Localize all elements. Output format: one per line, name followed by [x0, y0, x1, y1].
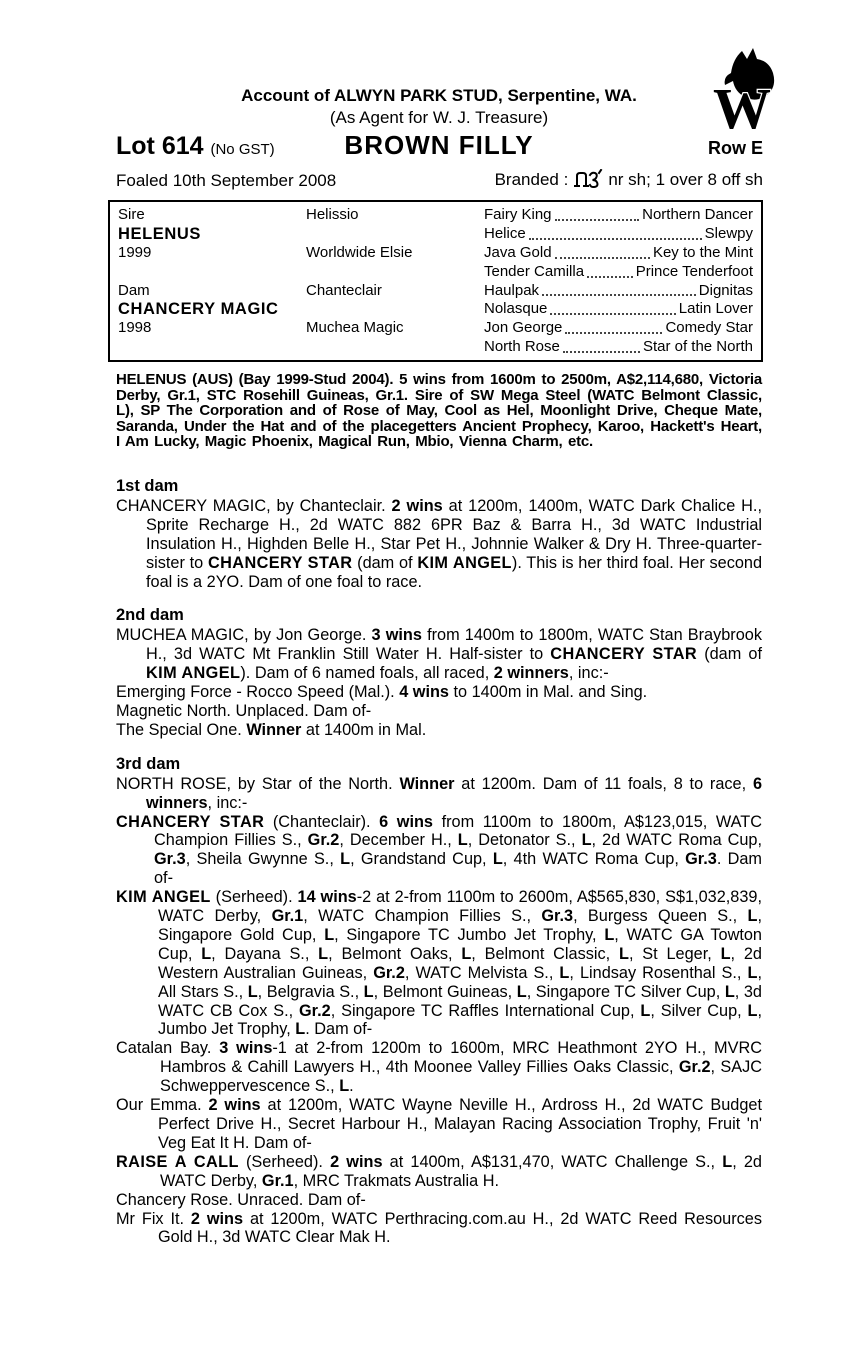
bold-run: L	[722, 1152, 733, 1171]
text-run: Catalan Bay.	[116, 1039, 220, 1058]
bold-run: 2 wins	[330, 1152, 383, 1171]
text-run: , Belmont Guineas,	[373, 982, 517, 1001]
text-run: , Lindsay Rosenthal S.,	[569, 963, 748, 982]
bold-run: L	[618, 944, 629, 963]
ancestor-name: Tender Camilla	[484, 262, 585, 280]
text-run: , Detonator S.,	[467, 831, 582, 850]
pedigree-paragraph	[116, 721, 762, 740]
text-run: .	[349, 1077, 354, 1096]
text-run: at 1200m, WATC Wayne Neville H., Ardross H., 2d WATC Budget Perfect Drive H., Secret Harbour H., Malayan Racing Association Trophy, Fruit 'n' Veg Eat It H. Dam of-	[158, 1096, 762, 1152]
pedigree-paragraph	[116, 1039, 762, 1096]
text-run: , WATC Champion Fillies S.,	[303, 907, 542, 926]
bold-run: Gr.1	[271, 907, 304, 926]
ancestor-sire-name: Dignitas	[698, 281, 753, 299]
pedigree-paragraph	[116, 888, 762, 1039]
pedigree-paragraph	[116, 1210, 762, 1248]
pedigree-parent-name: Helissio	[306, 206, 359, 223]
bold-run: L	[747, 963, 758, 982]
bold-run: L	[559, 963, 570, 982]
text-run: (Serheed).	[238, 1152, 331, 1171]
lot-label: Lot 614	[116, 132, 204, 160]
text-run: , 2d Western Australian Guineas,	[158, 944, 762, 982]
leader-dots	[555, 219, 640, 221]
text-run: , Silver Cup,	[650, 1001, 748, 1020]
sire-race-record-note	[116, 372, 762, 450]
bold-run: L	[457, 831, 468, 850]
bold-run: 2 wins	[391, 496, 443, 515]
pedigree-paragraph	[116, 1153, 762, 1191]
text-run: (dam of	[352, 553, 418, 572]
leader-dots	[529, 238, 702, 240]
bold-run: CHANCERY STAR	[550, 645, 698, 664]
text-run: , 3d WATC CB Cox S.,	[158, 982, 762, 1020]
leader-dots	[565, 332, 662, 334]
bold-run: L	[340, 850, 351, 869]
text-run: ). This is her third foal. Her second foal is a 2YO. Dam of one foal to race.	[146, 553, 763, 591]
bold-run: KIM ANGEL	[146, 664, 241, 683]
bold-run: Gr.3	[685, 850, 717, 869]
leader-dots	[542, 294, 696, 296]
text-run: , All Stars S.,	[158, 963, 762, 1001]
pedigree-table	[108, 200, 763, 362]
text-run: MUCHEA MAGIC, by Jon George.	[116, 626, 372, 645]
ancestor-sire-name: Slewpy	[704, 224, 753, 242]
bold-run: RAISE A CALL	[116, 1152, 239, 1171]
bold-run: L	[516, 982, 527, 1001]
text-run: , WATC GA Towton Cup,	[158, 925, 762, 963]
text-run: , Belmont Classic,	[471, 944, 619, 963]
leader-dots	[587, 276, 633, 278]
bold-run: L	[363, 982, 374, 1001]
pedigree-ancestor-line	[484, 206, 753, 225]
text-run: Mr Fix It.	[116, 1209, 191, 1228]
bold-run: L	[201, 944, 212, 963]
branded-label: Branded :	[494, 169, 569, 189]
dam-section	[116, 606, 762, 739]
pedigree-horse-name: HELENUS	[118, 224, 202, 243]
pedigree-ancestor-line	[484, 338, 753, 357]
pedigree-paragraph	[116, 497, 762, 592]
ancestor-sire-name: Comedy Star	[665, 319, 753, 337]
ancestor-name: Nolasque	[484, 300, 548, 318]
text-run: . Dam of-	[305, 1020, 373, 1039]
dam-section-heading: 1st dam	[116, 477, 179, 495]
text-run: The Special One.	[116, 720, 247, 739]
dam-section	[116, 755, 762, 1248]
bold-run: L	[324, 925, 335, 944]
text-run: , WATC Melvista S.,	[404, 963, 560, 982]
bold-run: L	[581, 831, 592, 850]
text-run: , Singapore Gold Cup,	[158, 907, 762, 944]
text-run: (Chanteclair).	[264, 812, 380, 831]
text-run: , inc:-	[568, 664, 609, 683]
pedigree-ancestor-line	[484, 300, 753, 319]
pedigree-paragraph	[116, 1191, 762, 1210]
gst-note: (No GST)	[210, 141, 275, 158]
bold-run: Gr.2	[678, 1058, 711, 1077]
ancestor-name: Jon George	[484, 319, 563, 337]
text-run: CHANCERY MAGIC, by Chanteclair.	[116, 496, 392, 515]
pedigree-ancestor-line	[484, 282, 753, 301]
bold-run: L	[724, 982, 735, 1001]
pedigree-ancestor-line	[484, 244, 753, 263]
bold-run: KIM ANGEL	[417, 553, 512, 572]
dam-section-heading: 3rd dam	[116, 754, 181, 773]
bold-run: 2 wins	[190, 1209, 244, 1228]
bold-run: L	[339, 1077, 350, 1096]
text-run: from 1100m to 1800m, A$123,015, WATC Champion Fillies S.,	[154, 812, 762, 850]
bold-run: L	[720, 944, 731, 963]
text-run: ). Dam of 6 named foals, all raced,	[240, 664, 494, 683]
bold-run: L	[640, 1001, 651, 1020]
bold-run: 3 wins	[219, 1039, 273, 1058]
ancestor-sire-name: Northern Dancer	[642, 206, 753, 223]
text-run: , Sheila Gwynne S.,	[185, 850, 341, 869]
text-run: , Belgravia S.,	[257, 982, 364, 1001]
pedigree-year: 1998	[118, 319, 152, 337]
text-run: , Burgess Queen S.,	[573, 907, 748, 926]
text-run: , 4th WATC Roma Cup,	[502, 850, 686, 869]
text-run: , 2d WATC Roma Cup,	[591, 831, 762, 850]
bold-run: CHANCERY STAR	[207, 553, 353, 572]
bold-run: Gr.1	[261, 1171, 294, 1190]
bold-run: 2 winners	[493, 664, 569, 683]
text-run: at 1400m, A$131,470, WATC Challenge S.,	[382, 1152, 723, 1171]
text-run: , Grandstand Cup,	[350, 850, 493, 869]
text-run: , Singapore TC Silver Cup,	[526, 982, 725, 1001]
bold-run: L	[604, 925, 615, 944]
foaled-date: Foaled 10th September 2008	[116, 171, 337, 190]
bold-run: Gr.3	[154, 850, 186, 869]
leader-dots	[563, 351, 640, 353]
bold-run: L	[747, 907, 758, 926]
pedigree-paragraph	[116, 626, 762, 683]
bold-run: L	[295, 1020, 306, 1039]
bold-run: L	[492, 850, 503, 869]
dam-section	[116, 477, 762, 591]
bold-run: Winner	[246, 720, 302, 739]
text-run: (dam of	[697, 645, 762, 664]
ancestor-name: Haulpak	[484, 281, 540, 299]
bold-run: Gr.2	[307, 831, 340, 850]
bold-run: 14 wins	[297, 888, 357, 907]
text-run: at 1400m in Mal.	[301, 720, 427, 739]
pedigree-role-label: Dam	[118, 281, 150, 299]
branded-line	[495, 169, 763, 190]
leader-dots	[550, 313, 675, 315]
text-run: Emerging Force - Rocco Speed (Mal.).	[116, 683, 400, 702]
pedigree-year: 1999	[118, 243, 152, 261]
bold-run: L	[461, 944, 472, 963]
text-run: , Singapore TC Raffles International Cup,	[330, 1001, 641, 1020]
text-run: Magnetic North. Unplaced. Dam of-	[116, 701, 372, 720]
text-run: at 1200m, WATC Perthracing.com.au H., 2d WATC Reed Resources Gold H., 3d WATC Clear Mak H.	[158, 1209, 762, 1247]
bold-run: KIM ANGEL	[116, 888, 211, 907]
pedigree-ancestor-line	[484, 319, 753, 338]
text-run: , St Leger,	[628, 944, 721, 963]
text-run: Our Emma.	[116, 1096, 209, 1115]
bold-run: 6 winners	[146, 774, 762, 812]
bold-run: L	[747, 1001, 758, 1020]
text-run: (Serheed).	[210, 888, 298, 907]
pedigree-parent-name: Muchea Magic	[306, 319, 404, 337]
leader-dots	[555, 257, 650, 259]
ancestor-name: Fairy King	[484, 206, 552, 223]
stud-brand-mark-icon	[573, 169, 603, 190]
bold-run: Gr.2	[299, 1001, 331, 1020]
text-run: NORTH ROSE, by Star of the North.	[116, 774, 400, 793]
text-run: , December H.,	[339, 831, 458, 850]
text-run: -2 at 2-from 1100m to 2600m, A$565,830, S$1,032,839, WATC Derby,	[158, 888, 762, 926]
pedigree-paragraph	[116, 683, 762, 702]
bold-run: L	[247, 982, 258, 1001]
text-run: , Singapore TC Jumbo Jet Trophy,	[334, 925, 605, 944]
text-run: , MRC Trakmats Australia H.	[293, 1171, 499, 1190]
text-run: , SAJC Schweppervescence S.,	[160, 1058, 762, 1096]
text-run: , Jumbo Jet Trophy,	[158, 1001, 763, 1039]
ancestor-name: Java Gold	[484, 243, 552, 261]
bold-run: Winner	[399, 774, 455, 793]
svg-text:W: W	[713, 76, 771, 136]
pedigree-paragraph	[116, 813, 762, 889]
dam-sections	[116, 477, 762, 1247]
ancestor-sire-name: Key to the Mint	[652, 243, 753, 261]
pedigree-parent-name: Worldwide Elsie	[306, 243, 413, 261]
text-run: , Belmont Oaks,	[328, 944, 462, 963]
ancestor-name: Helice	[484, 224, 526, 242]
text-run: from 1400m to 1800m, WATC Stan Braybrook H., 3d WATC Mt Franklin Still Water H. Half-sister to	[146, 626, 762, 664]
ancestor-sire-name: Star of the North	[642, 338, 753, 356]
bold-run: 4 wins	[399, 683, 449, 702]
bold-run: 3 wins	[371, 626, 422, 645]
bold-run: Gr.3	[541, 907, 574, 926]
dam-section-heading: 2nd dam	[116, 606, 184, 625]
text-run: at 1200m, 1400m, WATC Dark Chalice H., Sprite Recharge H., 2d WATC 882 6PR Baz & Barra H., 3d WATC Industrial Insulation H., Highden Belle H., Star Pet H., Johnnie Walker & Dry H. Three-quarter-sister to	[146, 496, 762, 572]
ancestor-name: North Rose	[484, 338, 560, 356]
branded-marks: nr sh; 1 over 8 off sh	[608, 169, 763, 189]
pedigree-paragraph	[116, 1096, 762, 1153]
bold-run: 2 wins	[208, 1096, 261, 1115]
ancestor-sire-name: Prince Tenderfoot	[635, 262, 753, 280]
pedigree-ancestor-line	[484, 225, 753, 244]
account-line: Account of ALWYN PARK STUD, Serpentine, WA.	[241, 86, 637, 105]
bold-run: 6 wins	[379, 812, 433, 831]
text-run: at 1200m. Dam of 11 foals, 8 to race,	[454, 774, 753, 793]
text-run: . Dam of-	[154, 850, 762, 888]
pedigree-horse-name: CHANCERY MAGIC	[118, 300, 279, 319]
text-run: , Dayana S.,	[211, 944, 319, 963]
text-run: -1 at 2-from 1200m to 1600m, MRC Heathmont 2YO H., MVRC Hambros & Cahill Lawyers H., 4th Moonee Valley Fillies Oaks Classic,	[160, 1039, 762, 1077]
pedigree-paragraph	[116, 702, 762, 721]
ancestor-sire-name: Latin Lover	[678, 300, 753, 318]
text-run: Chancery Rose. Unraced. Dam of-	[116, 1190, 366, 1209]
pedigree-role-label: Sire	[118, 206, 145, 223]
horse-title: BROWN FILLY	[344, 130, 534, 160]
bold-run: L	[318, 944, 329, 963]
agent-line: (As Agent for W. J. Treasure)	[329, 108, 549, 127]
bold-run: CHANCERY STAR	[116, 812, 265, 831]
row-label: Row E	[707, 138, 763, 158]
pedigree-ancestor-line	[484, 263, 753, 282]
pedigree-parent-name: Chanteclair	[306, 281, 382, 299]
bold-run: HELENUS (AUS) (Bay 1999-Stud 2004). 5 wins from 1600m to 2500m, A$2,114,680, Victoria Derby, Gr.1, STC Rosehill Guineas, Gr.1. Sire of SW Mega Steel (WATC Belmont Classic, L), SP The Corporation and of Rose of May, Cool as Hel, Moonlight Drive, Cheque Mate, Saranda, Under the Hat and of the placegetters Ancient Prophecy, Karoo, Hackett's Heart, I Am Lucky, Magic Phoenix, Magical Run, Mbio, Vienna Charm, etc.	[116, 371, 762, 451]
text-run: , inc:-	[207, 793, 248, 812]
text-run: to 1400m in Mal. and Sing.	[449, 683, 648, 702]
text-run: , 2d WATC Derby,	[160, 1152, 762, 1190]
bold-run: Gr.2	[373, 963, 405, 982]
pedigree-paragraph	[116, 775, 762, 813]
